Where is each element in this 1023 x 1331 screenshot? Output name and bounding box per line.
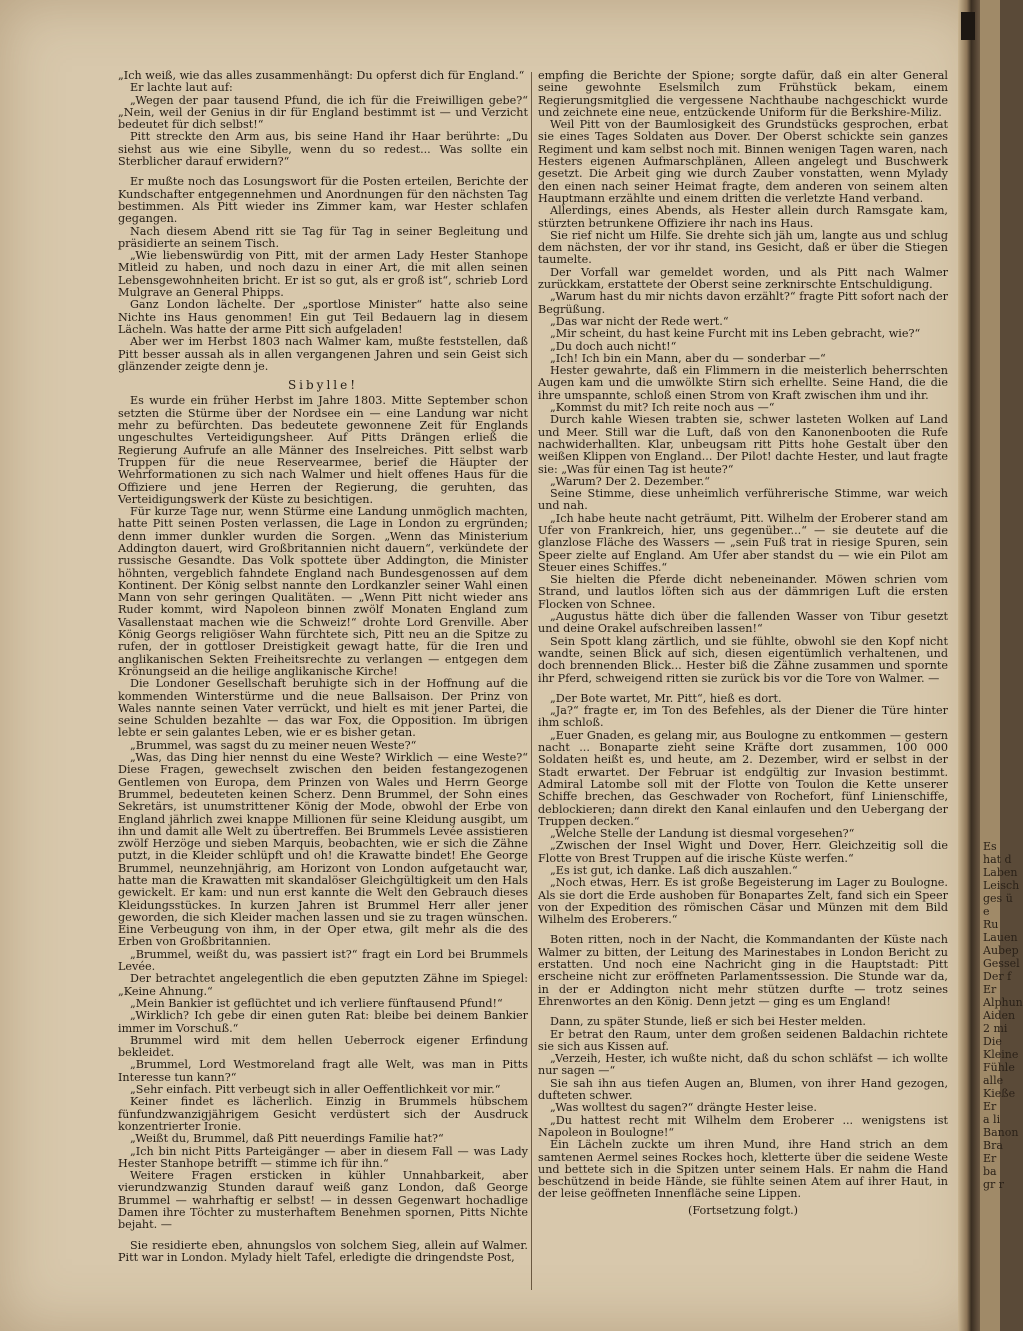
paragraph: Sein Spott klang zärtlich, und sie fühlte, obwohl sie den Kopf nicht wandte, seinen Blick auf sich, diesen eigentümlich verhaltenen, und doch brennenden Blick... Hester biß die Zähne zusammen und spornte ihr Pferd, schweigend ritten sie zurück bis vor die Tore von Walmer. — [538,634,948,685]
paragraph: Sie residierte eben, ahnungslos von solchem Sieg, allein auf Walmer. Pitt war in London. Mylady hielt Tafel, erledigte die dringendste Post, [118,1238,528,1264]
paragraph: Allerdings, eines Abends, als Hester allein durch Ramsgate kam, stürzten betrunkene Offiziere ihr nach ins Haus. [538,204,948,230]
paragraph: „Es ist gut, ich danke. Laß dich auszahlen.“ [550,864,798,877]
paragraph: „Noch etwas, Herr. Es ist große Begeisterung im Lager zu Boulogne. Als sie dort die Erde aushoben für Bonapartes Zelt, fand sich ein Speer von der Expedition des römischen Cäsar und Münzen mit dem Bild Wilhelm des Eroberers.“ [538,876,948,927]
edge-fragment: Ru [983,918,999,931]
binding-tab [961,12,975,40]
edge-fragment: Fühle [983,1061,1015,1074]
adjacent-page-edge [980,0,1023,1331]
paragraph: „Ich bin nicht Pitts Parteigänger — aber in diesem Fall — was Lady Hester Stanhope betrifft — stimme ich für ihn.“ [118,1144,528,1170]
edge-fragment: Gessel [983,957,1020,970]
paragraph: „Ja?“ fragte er, im Ton des Befehles, als der Diener die Türe hinter ihm schloß. [538,704,948,730]
column-divider [531,72,532,1290]
paragraph: „Mein Bankier ist geflüchtet und ich verliere fünftausend Pfund!“ [130,996,503,1010]
left-column [118,70,528,1264]
paragraph: Es wurde ein früher Herbst im Jahre 1803. Mitte September schon setzten die Stürme über der Nordsee ein — eine Landung war nicht mehr zu befürchten. Das bedeutete gewonnene Zeit für Englands ungeschultes Verteidigungsheer. Auf Pitts Drängen erließ die Regierung Aufrufe an alle Männer des Inselreiches. Pitt selbst warb Truppen für die neue Reservearmee, berief die Häupter der Wehrformationen zu sich nach Walmer und hielt offenes Haus für die Offiziere und jene Herren der Regierung, die geruhten, das Verteidigungswerk der Küste zu besichtigen. [118,394,528,506]
edge-fragment: Kleine [983,1048,1019,1061]
paragraph: „Ich weiß, wie das alles zusammenhängt: Du opferst dich für England.“ [118,69,525,82]
edge-fragment: Die [983,1035,1002,1048]
paragraph: „Sehr einfach. Pitt verbeugt sich in aller Oeffentlichkeit vor mir.“ [130,1083,501,1097]
paragraph: „Der Bote wartet, Mr. Pitt“, hieß es dort. [550,691,782,705]
paragraph: „Du hattest recht mit Wilhelm dem Eroberer ... wenigstens ist Napoleon in Boulogne!“ [538,1113,948,1139]
edge-fragment: hat d [983,853,1012,866]
edge-fragment: ba [983,1165,997,1178]
paragraph: „Wie liebenswürdig von Pitt, mit der armen Lady Hester Stanhope Mitleid zu haben, und noch dazu in einer Art, die mit allen seinen Lebensgewohnheiten bricht. Er ist so gut, als er groß ist“, schrieb Lord Mulgrave an General Phipps. [118,249,528,300]
paragraph: Dann, zu später Stunde, ließ er sich bei Hester melden. [550,1015,866,1029]
paragraph: Nach diesem Abend ritt sie Tag für Tag in seiner Begleitung und präsidierte an seinem Tisch. [118,224,528,250]
section-heading: Sibylle! [287,378,359,393]
edge-fragment: Kieße [983,1087,1016,1100]
edge-fragment: Alphun [983,996,1023,1009]
paragraph: „Brummel, Lord Westmoreland fragt alle Welt, was man in Pitts Interesse tun kann?“ [118,1058,528,1084]
paragraph: Für kurze Tage nur, wenn Stürme eine Landung unmöglich machten, hatte Pitt seinen Posten verlassen, die Lage in London zu ergründen; denn immer dunkler wurden die Sorgen. „Wenn das Ministerium Addington dauert, wird Großbritannien nicht dauern“, verkündete der russische Gesandte. Das Volk spottete über Addington, die Minister höhnten, vergeblich fahndete England nach Bundesgenossen auf dem Kontinent. Der König selbst nannte den Lordkanzler seiner Wahl einen Mann von sehr geringen Qualitäten. — „Wenn Pitt nicht wieder ans Ruder kommt, wird Napoleon binnen zwölf Monaten England zum Vasallenstaat machen wie die Schweiz!“ drohte Lord Grenville. Aber König Georgs religiöser Wahn fürchtete sich, Pitt neu an die Spitze zu rufen, der in gottloser Dreistigkeit gewagt hatte, für die Iren und anglikanischen Sekten Freiheitsrechte zu verlangen — entgegen dem Krönungseid an die heilige anglikanische Kirche! [118,505,528,678]
paragraph: „Das war nicht der Rede wert.“ [550,314,729,328]
paragraph: Er betrat den Raum, unter dem großen seidenen Baldachin richtete sie sich aus Kissen auf. [538,1027,948,1053]
paragraph: „Weißt du, Brummel, daß Pitt neuerdings Familie hat?“ [130,1132,444,1146]
paragraph: „Brummel, was sagst du zu meiner neuen Weste?“ [130,738,417,752]
paragraph: „Kommst du mit? Ich reite noch aus —“ [550,401,775,415]
paragraph: „Ich! Ich bin ein Mann, aber du — sonderbar —“ [550,351,826,365]
paragraph: Seine Stimme, diese unheimlich verführerische Stimme, war weich und nah. [538,487,948,513]
edge-fragment: Banon [983,1126,1019,1139]
paragraph: Sie rief nicht um Hilfe. Sie drehte sich jäh um, langte aus und schlug dem nächsten, der vor ihr stand, ins Gesicht, daß er über die Stiegen taumelte. [538,228,948,267]
edge-fragment: gr r [983,1178,1005,1191]
paragraph: Boten ritten, noch in der Nacht, die Kommandanten der Küste nach Walmer zu bitten, der Leitung des Marinestabes in London Bericht zu erstatten. Und noch eine Nachricht ging in die Hauptstadt: Pitt erscheine nicht zur eröffneten Parlamentssession. Die Stunde war da, in der er Addington nicht mehr stützen durfte — trotz seines Ehrenwortes an den König. Denn jetzt — ging es um England! [538,933,948,1008]
paragraph: Sie sah ihn aus tiefen Augen an, Blumen, von ihrer Hand gezogen, dufteten schwer. [538,1076,948,1103]
edge-fragment: ges ü [983,892,1013,905]
paragraph: Die Londoner Gesellschaft beruhigte sich in der Hoffnung auf die kommenden Winterstürme und die neue Ballsaison. Der Prinz von Wales nannte seinen Vater verrückt, und hielt es mit jener Partei, die seine Schulden bezahlte — das war Fox, die Opposition. Im übrigen lebte er sein galantes Leben, wie er es bisher getan. [118,677,528,740]
paragraph: Durch kahle Wiesen trabten sie, schwer lasteten Wolken auf Land und Meer. Still war die Luft, daß von den Kanonenbooten die Rufe nachwiderhallten. Klar, unbeugsam ritt Pitts hohe Gestalt über den weißen Klippen von England... Der Pilot! dachte Hester, und laut fragte sie: „Was für einen Tag ist heute?“ [538,413,948,476]
paragraph: „Wegen der paar tausend Pfund, die ich für die Freiwilligen gebe?“ „Nein, weil der Genius in dir für England bestimmt ist — und Verzicht bedeutet für dich selbst!“ [118,93,528,132]
edge-fragment: Er [983,983,997,996]
paragraph: „Warum hast du mir nichts davon erzählt?“ fragte Pitt sofort nach der Begrüßung. [538,290,948,316]
paragraph: Er lachte laut auf: [130,81,233,95]
paragraph: „Euer Gnaden, es gelang mir, aus Boulogne zu entkommen — gestern nacht ... Bonaparte zieht seine Kräfte dort zusammen, 100 000 Soldaten heißt es, und heute, am 2. Dezember, wird er selbst in der Stadt erwartet. Der Februar ist endgültig zur Invasion bestimmt. Admiral Latombe soll mit der Flotte von Toulon die Kette unserer Schiffe brechen, das Geschwader von Rochefort, fünf Linienschiffe, deblockieren; dann direkt den Kanal einlaufen und den Uebergang der Truppen decken.“ [538,728,948,828]
to-be-continued: (Fortsetzung folgt.) [687,1203,798,1217]
edge-fragment: Leisch [983,879,1020,892]
paragraph: „Du doch auch nicht!“ [550,339,677,353]
paragraph: Keiner findet es lächerlich. Einzig in Brummels hübschem fünfundzwanzigjährigem Gesicht verdüstert sich der Ausdruck konzentrierter Ironie. [118,1095,528,1133]
paragraph: Ganz London lächelte. Der „sportlose Minister“ hatte also seine Nichte ins Haus genommen! Ein gut Teil Bedauern lag in diesem Lächeln. Was hatte der arme Pitt sich aufgeladen! [118,298,528,336]
edge-fragment: Es [983,840,997,853]
right-column [538,70,948,1217]
paragraph: „Verzeih, Hester, ich wußte nicht, daß du schon schläfst — ich wollte nur sagen —“ [538,1052,948,1078]
paragraph: „Welche Stelle der Landung ist diesmal vorgesehen?“ [550,827,855,841]
edge-fragment: e [983,905,990,918]
paragraph: Sie hielten die Pferde dicht nebeneinander. Möwen schrien vom Strand, und lautlos löften sich aus der dämmrigen Luft die ersten Flocken von Schnee. [538,573,948,611]
book-binding [958,0,980,1331]
edge-fragment: Der f [983,970,1012,983]
paragraph: Der betrachtet angelegentlich die eben geputzten Zähne im Spiegel: „Keine Ahnung.“ [118,972,528,998]
paragraph: „Was wolltest du sagen?“ drängte Hester leise. [550,1101,817,1115]
edge-fragment: Aubep [983,944,1019,957]
edge-fragment: a li [983,1113,1001,1126]
edge-fragment: 2 mi [983,1022,1008,1035]
paragraph: „Was, das Ding hier nennst du eine Weste? Wirklich — eine Weste?“ Diese Fragen, gewechselt zwischen den beiden festangezogenen Gentlemen von Europa, dem Prinzen von Wales und Herrn George Brummel, bedeuteten keinen Scherz. Denn Brummel, der Sohn eines Sekretärs, ist unumstrittener König der Mode, obwohl der Erbe von England jährlich zwei knappe Millionen für seine Kleidung ausgibt, um ihn und damit alle Welt zu übertreffen. Bei Brummels Levée assistieren zwölf Herzöge und sieben Marquis, beobachten, wie er sich die Zähne putzt, in die Kleider schlüpft und oh! die Krawatte bindet! Ehe George Brummel, neunzehnjährig, am Horizont von London aufgetaucht war, hatte man die Krawatten mit skandalöser Gleichgültigkeit um den Hals gewickelt. Er kam: und nun erst kannte die Welt den Gebrauch dieses Kleidungsstückes. In kurzen Jahren ist Brummel Herr aller jener geworden, die sich Kleider machen lassen und sie zu tragen wünschen. Eine Verbeugung von ihm, in der Oper etwa, gilt mehr als die des Erben von Großbritannien. [118,751,528,949]
paragraph: „Zwischen der Insel Wight und Dover, Herr. Gleichzeitig soll die Flotte von Brest Truppen auf die irische Küste werfen.“ [538,839,948,865]
paragraph: „Warum? Der 2. Dezember.“ [550,474,710,488]
edge-fragment: Bra [983,1139,1003,1152]
paragraph: Aber wer im Herbst 1803 nach Walmer kam, mußte feststellen, daß Pitt besser aussah als in allen vergangenen Jahren und sein Geist sich glänzender zeigte denn je. [118,335,528,373]
edge-fragment: Aiden [983,1009,1016,1022]
edge-fragment: Er [983,1100,997,1113]
edge-fragment: Laben [983,866,1018,879]
paragraph: Er mußte noch das Losungswort für die Posten erteilen, Berichte der Kundschafter entgegennehmen und Anordnungen für den nächsten Tag bestimmen. Als Pitt wieder ins Zimmer kam, war Hester schlafen gegangen. [118,175,528,226]
paragraph: „Wirklich? Ich gebe dir einen guten Rat: bleibe bei deinem Bankier immer im Vorschuß.“ [118,1009,528,1035]
edge-fragment: Er [983,1152,997,1165]
edge-fragment: alle [983,1074,1004,1087]
paragraph: „Brummel, weißt du, was passiert ist?“ fragt ein Lord bei Brummels Levée. [118,947,528,974]
paragraph: Pitt streckte den Arm aus, bis seine Hand ihr Haar berührte: „Du siehst aus wie eine Sibylle, wenn du so redest... Was sollte ein Sterblicher darauf erwidern?“ [118,130,528,169]
paragraph: Hester gewahrte, daß ein Flimmern in die meisterlich beherrschten Augen kam und die umwölkte Stirn sich erhellte. Seine Hand, die die ihre umspannte, schloß einen Strom von Kraft zwischen ihm und ihr. [538,364,948,402]
paragraph: „Mir scheint, du hast keine Furcht mit ins Leben gebracht, wie?“ [550,327,921,341]
paragraph: Weitere Fragen ersticken in kühler Unnahbarkeit, aber vierundzwanzig Stunden darauf weiß ganz London, daß George Brummel — wahrhaftig er selbst! — in dessen Gegenwart hochadlige Damen ihre Töchter zu musterhaftem Benehmen spornen, Pitts Nichte bejaht. — [118,1169,528,1232]
paragraph: „Ich habe heute nacht geträumt, Pitt. Wilhelm der Eroberer stand am Ufer von Frankreich, hier, uns gegenüber...“ — sie deutete auf die glanzlose Fläche des Wassers — „sein Fuß trat in riesige Spuren, sein Speer zielte auf England. Am Ufer aber standst du — wie ein Pilot am Steuer eines Schiffes.“ [538,511,948,574]
paragraph: Der Vorfall war gemeldet worden, und als Pitt nach Walmer zurückkam, erstattete der Oberst seine zerknirschte Entschuldigung. [538,265,948,292]
paragraph: Ein Lächeln zuckte um ihren Mund, ihre Hand strich an dem samtenen Aermel seines Rockes hoch, kletterte über die seidene Weste und bettete sich in die Spitzen unter seinem Hals. Er nahm die Hand beschützend in beide Hände, sie fühlte seinen Atem auf ihrer Haut, in der leise geöffneten Innenfläche seine Lippen. [538,1138,948,1201]
edge-fragment: Lauen [983,931,1018,944]
paragraph: Brummel wird mit dem hellen Ueberrock eigener Erfindung bekleidet. [118,1033,528,1060]
paragraph: empfing die Berichte der Spione; sorgte dafür, daß ein alter General seine gewohnte Eselsmilch zum Frühstück bekam, einem Regierungsmitglied die vergessene Nachthaube nachgeschickt wurde und zeichnete eine neue, entzückende Uniform für die Berkshire-Miliz. [538,69,948,119]
paragraph: Weil Pitt von der Baumlosigkeit des Grundstücks gesprochen, erbat sie eines Tages Soldaten aus Dover. Der Oberst schickte sein ganzes Regiment und kam selbst noch mit. Binnen wenigen Tagen waren, nach Hesters eigenen Aufmarschplänen, Alleen angelegt und Buschwerk gesetzt. Die Arbeit ging wie durch Zauber vonstatten, wenn Mylady den einen nach seiner Heimat fragte, dem anderen von seinem alten Hauptmann erzählte und einem dritten die verletzte Hand verband. [538,118,948,205]
paragraph: „Augustus hätte dich über die fallenden Wasser von Tibur gesetzt und deine Orakel aufschreiben lassen!“ [538,610,948,636]
